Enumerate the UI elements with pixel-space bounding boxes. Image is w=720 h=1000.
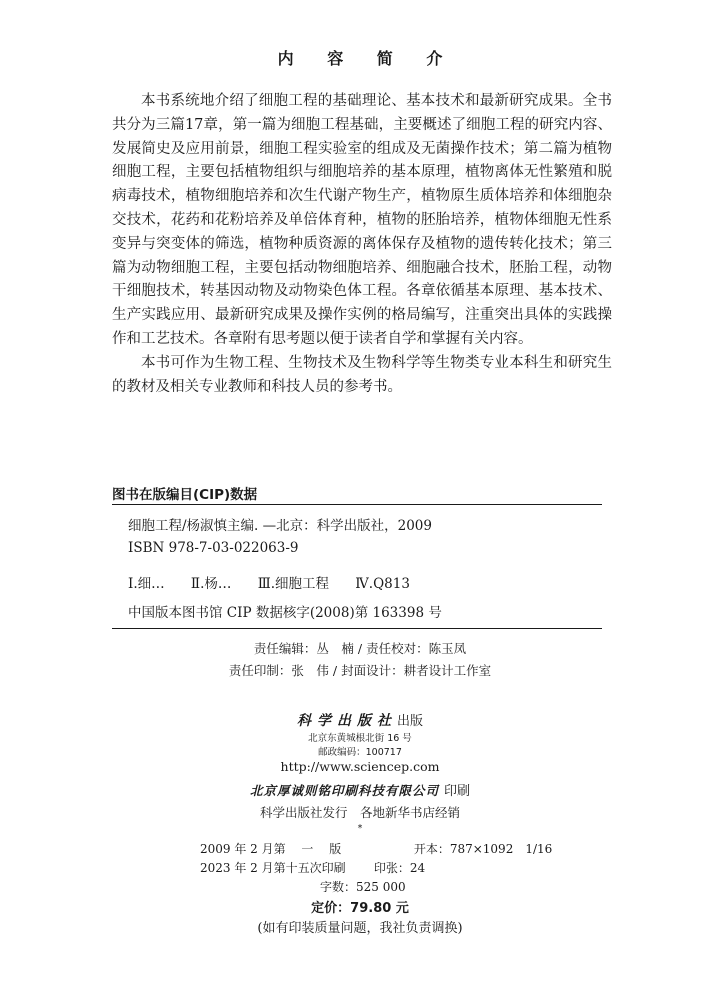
cip-class-2: Ⅱ.杨… — [190, 576, 232, 592]
separator-asterisk: * — [357, 823, 363, 834]
cip-bottom-rule — [112, 628, 602, 629]
printer-line — [0, 780, 720, 799]
quality-notice: (如有印装质量问题，我社负责调换) — [257, 921, 463, 936]
distribution-line: 科学出版社发行 各地新华书店经销 — [259, 805, 460, 820]
abstract — [112, 90, 612, 399]
cip-class-3: Ⅲ.细胞工程 — [257, 576, 329, 592]
reprint-info: 2023 年 2 月第十五次印刷 — [200, 861, 346, 875]
cip-isbn: ISBN 978-7-03-022063-9 — [128, 540, 299, 556]
publisher-suffix: 出版 — [396, 714, 423, 729]
price: 定价：79.80 元 — [311, 901, 409, 916]
staff-line-1: 责任编辑：丛 楠 / 责任校对：陈玉凤 — [253, 641, 467, 656]
page-title: 内 容 简 介 — [277, 49, 457, 68]
publisher-address: 北京东黄城根北街 16 号 — [308, 733, 412, 744]
cip-classification — [128, 572, 432, 592]
abstract-paragraph-2: 本书可作为生物工程、生物技术及生物科学等生物类专业本科生和研究生的教材及相关专业教师和科技人员的参考书。 — [112, 354, 612, 395]
edition-line-2 — [200, 859, 425, 876]
cip-record-number: 中国版本图书馆 CIP 数据核字(2008)第 163398 号 — [128, 605, 442, 621]
staff-line-2: 责任印制：张 伟 / 封面设计：耕者设计工作室 — [228, 663, 492, 678]
publisher-url: http://www.sciencep.com — [280, 759, 440, 774]
publisher-line — [0, 710, 720, 730]
first-edition: 2009 年 2 月第 一 版 — [200, 842, 342, 856]
printer-name: 北京厚诚则铭印刷科技有限公司 — [249, 783, 439, 798]
printer-suffix: 印刷 — [444, 784, 471, 799]
book-format: 开本：787×1092 1/16 — [413, 842, 553, 856]
cip-title-line: 细胞工程/杨淑慎主编. —北京：科学出版社，2009 — [128, 518, 432, 534]
cip-class-1: Ⅰ.细… — [128, 576, 165, 592]
cip-heading: 图书在版编目(CIP)数据 — [112, 487, 258, 503]
publisher-postcode: 邮政编码：100717 — [318, 747, 402, 758]
cip-top-rule — [112, 504, 602, 505]
cip-class-4: Ⅳ.Q813 — [355, 576, 410, 592]
word-count: 字数：525 000 — [320, 880, 406, 894]
abstract-paragraph-1: 本书系统地介绍了细胞工程的基础理论、基本技术和最新研究成果。全书共分为三篇17章，第一篇为细胞工程基础，主要概述了细胞工程的研究内容、发展简史及应用前景，细胞工程实验室的组成及无菌操作技术；第二篇为植物细胞工程，主要包括植物组织与细胞培养的基本原理，植物离体无性繁殖和脱病毒技术，植物细胞培养和次生代谢产物生产，植物原生质体培养和体细胞杂交技术，花药和花粉培养及单倍体育种，植物的胚胎培养，植物体细胞无性系变异与突变体的筛选，植物种质资源的离体保存及植物的遗传转化技术；第三篇为动物细胞工程，主要包括动物细胞培养、细胞融合技术，胚胎工程，动物干细胞技术，转基因动物及动物染色体工程。各章依循基本原理、基本技术、生产实践应用、最新研究成果及操作实例的格局编写，注重突出具体的实践操作和工艺技术。各章附有思考题以便于读者自学和掌握有关内容。 — [112, 93, 612, 347]
print-sheets: 印张：24 — [373, 861, 426, 875]
edition-line-1 — [200, 840, 552, 857]
publisher-logo: 科学出版社 — [296, 713, 397, 729]
